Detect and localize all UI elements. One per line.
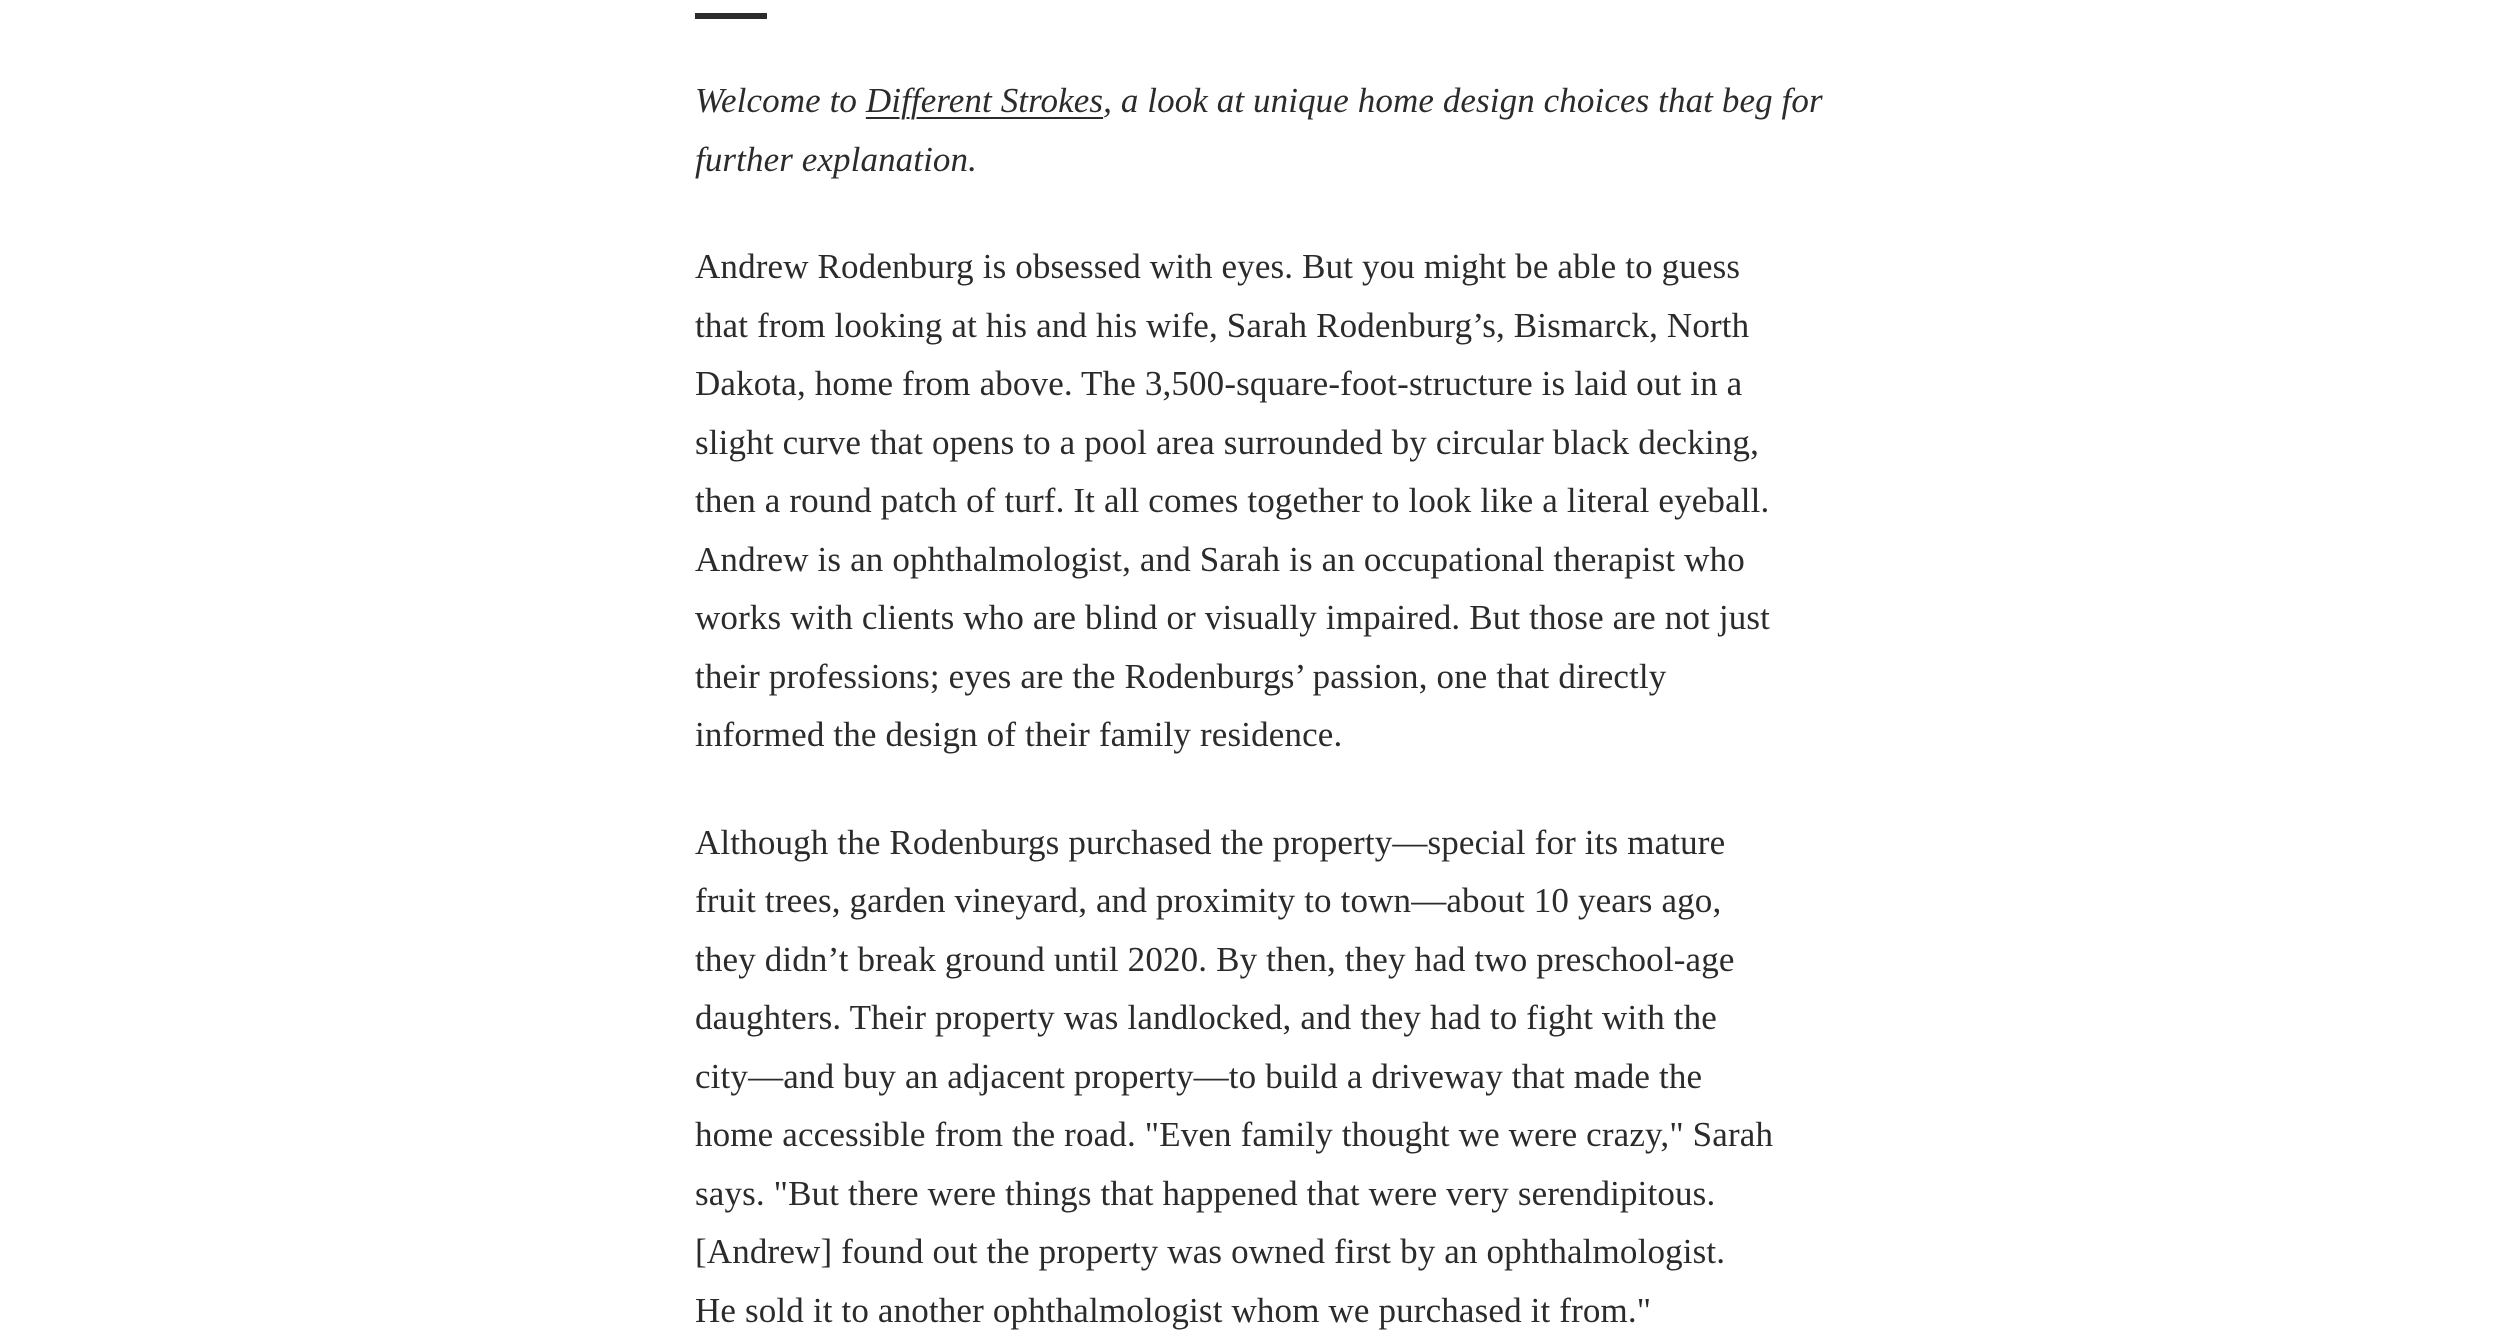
paragraph-line: Although the Rodenburgs purchased the property—special for its mature (695, 814, 1815, 873)
paragraph-line: informed the design of their family residence. (695, 706, 1815, 765)
paragraph-line: daughters. Their property was landlocked, and they had to fight with the (695, 989, 1815, 1048)
paragraph-line: fruit trees, garden vineyard, and proximity to town—about 10 years ago, (695, 872, 1815, 931)
paragraph-line: then a round patch of turf. It all comes together to look like a literal eyeball. (695, 472, 1815, 531)
section-divider (695, 13, 767, 19)
paragraph-line: He sold it to another ophthalmologist whom we purchased it from." (695, 1282, 1815, 1340)
paragraph-line: Andrew Rodenburg is obsessed with eyes. But you might be able to guess (695, 238, 1815, 297)
paragraph-line: that from looking at his and his wife, Sarah Rodenburg’s, Bismarck, North (695, 297, 1815, 356)
intro-line-1 (695, 72, 1815, 131)
body-paragraph-2 (695, 814, 1815, 1340)
paragraph-line: Dakota, home from above. The 3,500-square-foot-structure is laid out in a (695, 355, 1815, 414)
intro-paragraph (695, 72, 1815, 189)
paragraph-line: home accessible from the road. "Even family thought we were crazy," Sarah (695, 1106, 1815, 1165)
different-strokes-link[interactable]: Different Strokes (866, 81, 1103, 120)
body-paragraph-1 (695, 238, 1815, 765)
intro-line-2: further explanation. (695, 131, 1815, 190)
paragraph-line: [Andrew] found out the property was owned first by an ophthalmologist. (695, 1223, 1815, 1282)
paragraph-line: they didn’t break ground until 2020. By then, they had two preschool-age (695, 931, 1815, 990)
intro-prefix: Welcome to (695, 81, 866, 120)
paragraph-line: Andrew is an ophthalmologist, and Sarah is an occupational therapist who (695, 531, 1815, 590)
paragraph-line: says. "But there were things that happened that were very serendipitous. (695, 1165, 1815, 1224)
article-body (695, 0, 1815, 1340)
paragraph-line: city—and buy an adjacent property—to build a driveway that made the (695, 1048, 1815, 1107)
intro-suffix: , a look at unique home design choices that beg for (1103, 81, 1823, 120)
paragraph-line: slight curve that opens to a pool area surrounded by circular black decking, (695, 414, 1815, 473)
paragraph-line: works with clients who are blind or visually impaired. But those are not just (695, 589, 1815, 648)
paragraph-line: their professions; eyes are the Rodenburgs’ passion, one that directly (695, 648, 1815, 707)
